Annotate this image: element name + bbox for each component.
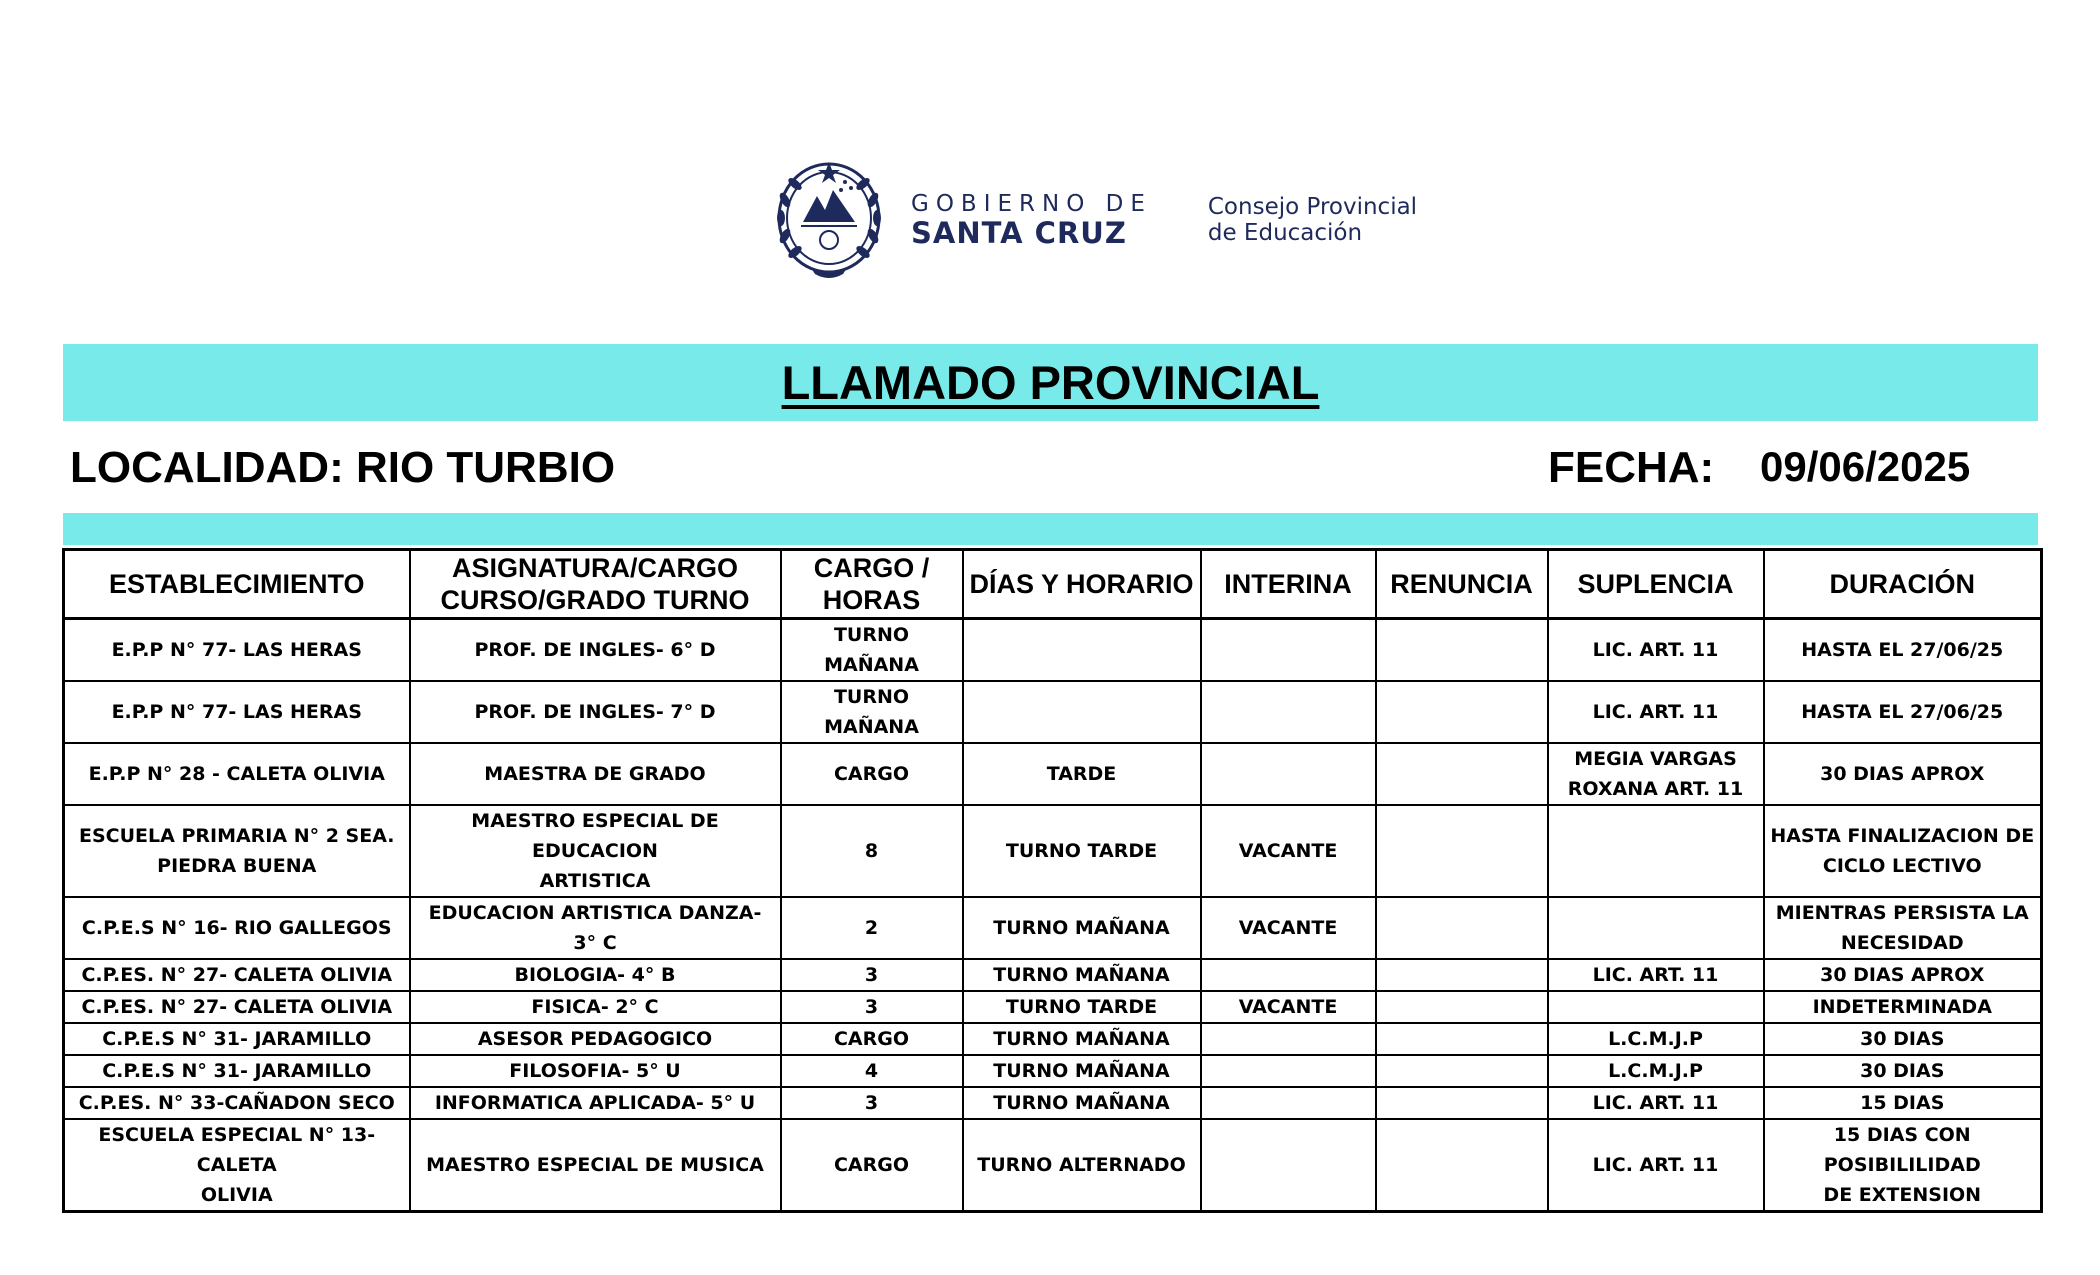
table-cell: MAESTRO ESPECIAL DE EDUCACION ARTISTICA: [410, 805, 781, 897]
table-cell: [1376, 1087, 1548, 1119]
table-cell: TURNO MAÑANA: [963, 1055, 1201, 1087]
table-cell: [1548, 897, 1764, 959]
table-cell: 30 DIAS APROX: [1764, 743, 2042, 805]
council-wordmark: [1208, 194, 1417, 246]
table-cell: TURNO MAÑANA: [963, 959, 1201, 991]
table-cell: L.C.M.J.P: [1548, 1023, 1764, 1055]
table-cell: [1376, 619, 1548, 682]
table-cell: E.P.P N° 77- LAS HERAS: [64, 619, 410, 682]
table-cell: [1376, 991, 1548, 1023]
table-row: [64, 619, 2042, 682]
page-title: LLAMADO PROVINCIAL: [781, 356, 1320, 409]
table-cell: [1376, 1023, 1548, 1055]
table-cell: HASTA FINALIZACION DE CICLO LECTIVO: [1764, 805, 2042, 897]
table-cell: [1201, 619, 1376, 682]
column-header: RENUNCIA: [1376, 550, 1548, 619]
table-cell: TARDE: [963, 743, 1201, 805]
table-cell: [1201, 959, 1376, 991]
table-cell: CARGO: [781, 1023, 963, 1055]
table-cell: MEGIA VARGAS ROXANA ART. 11: [1548, 743, 1764, 805]
table-cell: 30 DIAS: [1764, 1055, 2042, 1087]
separator-band: [63, 513, 2038, 545]
table-cell: [1376, 1055, 1548, 1087]
table-cell: 15 DIAS CON POSIBILILIDAD DE EXTENSION: [1764, 1119, 2042, 1212]
table-cell: ESCUELA ESPECIAL N° 13- CALETA OLIVIA: [64, 1119, 410, 1212]
table-cell: INDETERMINADA: [1764, 991, 2042, 1023]
table-cell: VACANTE: [1201, 897, 1376, 959]
table-cell: [1201, 743, 1376, 805]
table-body: [64, 619, 2042, 1212]
table-row: [64, 743, 2042, 805]
fecha-value: 09/06/2025: [1760, 443, 1971, 490]
table-cell: E.P.P N° 28 - CALETA OLIVIA: [64, 743, 410, 805]
column-header: SUPLENCIA: [1548, 550, 1764, 619]
table-cell: TURNO TARDE: [963, 991, 1201, 1023]
fecha-label: FECHA:: [1548, 443, 1715, 492]
table-cell: CARGO: [781, 1119, 963, 1212]
table-cell: LIC. ART. 11: [1548, 681, 1764, 743]
table-cell: MAESTRA DE GRADO: [410, 743, 781, 805]
table-cell: C.P.E.S N° 31- JARAMILLO: [64, 1055, 410, 1087]
table-cell: [1376, 1119, 1548, 1212]
table-cell: [1201, 1023, 1376, 1055]
table-row: [64, 805, 2042, 897]
table-cell: [1376, 743, 1548, 805]
gov-line-1: GOBIERNO DE: [911, 191, 1152, 217]
table-cell: C.P.ES. N° 27- CALETA OLIVIA: [64, 959, 410, 991]
header-logo-block: [775, 158, 1417, 282]
council-line-2: de Educación: [1207, 220, 1363, 246]
table-cell: C.P.E.S N° 31- JARAMILLO: [64, 1023, 410, 1055]
table-cell: HASTA EL 27/06/25: [1764, 619, 2042, 682]
table-cell: [963, 681, 1201, 743]
table-cell: TURNO MAÑANA: [781, 681, 963, 743]
table-cell: [1201, 1119, 1376, 1212]
table-row: [64, 1119, 2042, 1212]
table-row: [64, 991, 2042, 1023]
table-cell: EDUCACION ARTISTICA DANZA- 3° C: [410, 897, 781, 959]
table-row: [64, 1023, 2042, 1055]
table-row: [64, 959, 2042, 991]
table-cell: BIOLOGIA- 4° B: [410, 959, 781, 991]
table-cell: LIC. ART. 11: [1548, 619, 1764, 682]
table-cell: [1548, 991, 1764, 1023]
table-cell: MIENTRAS PERSISTA LA NECESIDAD: [1764, 897, 2042, 959]
table-cell: 3: [781, 991, 963, 1023]
table-cell: TURNO MAÑANA: [963, 1023, 1201, 1055]
table-cell: C.P.ES. N° 33-CAÑADON SECO: [64, 1087, 410, 1119]
table-cell: C.P.ES. N° 27- CALETA OLIVIA: [64, 991, 410, 1023]
table-cell: ESCUELA PRIMARIA N° 2 SEA. PIEDRA BUENA: [64, 805, 410, 897]
table-header-row: [64, 550, 2042, 619]
column-header: DÍAS Y HORARIO: [963, 550, 1201, 619]
table-cell: CARGO: [781, 743, 963, 805]
table-cell: TURNO TARDE: [963, 805, 1201, 897]
gov-line-2: SANTA CRUZ: [911, 216, 1127, 250]
table-cell: E.P.P N° 77- LAS HERAS: [64, 681, 410, 743]
table-row: [64, 1087, 2042, 1119]
table-cell: FISICA- 2° C: [410, 991, 781, 1023]
table-cell: VACANTE: [1201, 805, 1376, 897]
table-cell: C.P.E.S N° 16- RIO GALLEGOS: [64, 897, 410, 959]
table-cell: [1376, 959, 1548, 991]
table-cell: 2: [781, 897, 963, 959]
table-cell: [1376, 681, 1548, 743]
table-cell: HASTA EL 27/06/25: [1764, 681, 2042, 743]
table-cell: 3: [781, 1087, 963, 1119]
column-header: INTERINA: [1201, 550, 1376, 619]
table-cell: [1201, 1055, 1376, 1087]
provincial-seal-icon: [775, 160, 883, 280]
table-cell: [1201, 1087, 1376, 1119]
table-cell: 3: [781, 959, 963, 991]
table-cell: LIC. ART. 11: [1548, 1087, 1764, 1119]
table-cell: ASESOR PEDAGOGICO: [410, 1023, 781, 1055]
column-header: DURACIÓN: [1764, 550, 2042, 619]
table-cell: LIC. ART. 11: [1548, 959, 1764, 991]
table-row: [64, 897, 2042, 959]
table-cell: TURNO ALTERNADO: [963, 1119, 1201, 1212]
table-cell: [1548, 805, 1764, 897]
table-cell: [1376, 897, 1548, 959]
table-cell: [963, 619, 1201, 682]
table-cell: VACANTE: [1201, 991, 1376, 1023]
table-cell: 30 DIAS APROX: [1764, 959, 2042, 991]
table-cell: 4: [781, 1055, 963, 1087]
table-cell: FILOSOFIA- 5° U: [410, 1055, 781, 1087]
table-cell: [1201, 681, 1376, 743]
table-cell: 15 DIAS: [1764, 1087, 2042, 1119]
table-cell: PROF. DE INGLES- 7° D: [410, 681, 781, 743]
table-row: [64, 681, 2042, 743]
table-cell: MAESTRO ESPECIAL DE MUSICA: [410, 1119, 781, 1212]
vacancies-table: [62, 548, 2043, 1213]
table-cell: PROF. DE INGLES- 6° D: [410, 619, 781, 682]
table-row: [64, 1055, 2042, 1087]
column-header: CARGO / HORAS: [781, 550, 963, 619]
column-header: ESTABLECIMIENTO: [64, 550, 410, 619]
table-cell: TURNO MAÑANA: [963, 897, 1201, 959]
table-cell: INFORMATICA APLICADA- 5° U: [410, 1087, 781, 1119]
table-cell: TURNO MAÑANA: [963, 1087, 1201, 1119]
council-line-1: Consejo Provincial: [1207, 194, 1418, 220]
localidad-label: LOCALIDAD: RIO TURBIO: [70, 443, 616, 492]
table-cell: 30 DIAS: [1764, 1023, 2042, 1055]
title-band: [63, 344, 2038, 421]
table-cell: TURNO MAÑANA: [781, 619, 963, 682]
table-cell: LIC. ART. 11: [1548, 1119, 1764, 1212]
table-cell: [1376, 805, 1548, 897]
column-header: ASIGNATURA/CARGO CURSO/GRADO TURNO: [410, 550, 781, 619]
table-cell: 8: [781, 805, 963, 897]
government-wordmark: [911, 191, 1152, 249]
table-cell: L.C.M.J.P: [1548, 1055, 1764, 1087]
